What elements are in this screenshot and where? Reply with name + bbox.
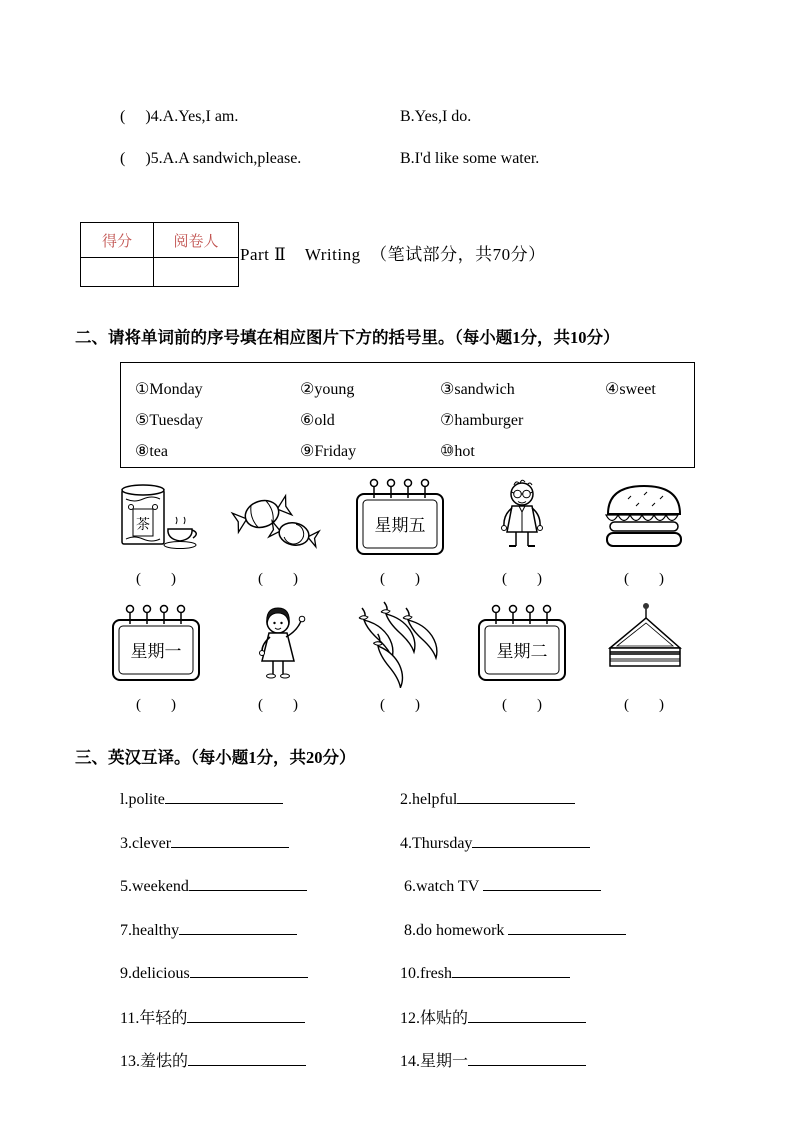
translation-item-5 [120, 874, 400, 918]
answer-blank [508, 918, 626, 935]
young-girl-icon [228, 600, 328, 688]
translation-item-4 [400, 831, 680, 875]
chili-peppers-icon [350, 600, 450, 688]
translation-label: 10.fresh [400, 965, 452, 982]
answer-bracket: ( ) [258, 571, 298, 587]
word-tea: ⑧tea [135, 442, 168, 460]
word-young: ②young [300, 380, 355, 398]
tea-tin-and-cup-icon [106, 474, 206, 562]
translation-item-12 [400, 1005, 680, 1049]
translation-label: 2.helpful [400, 791, 458, 808]
answer-blank [190, 961, 308, 978]
translation-item-9 [120, 961, 400, 1005]
picture-item-girl [222, 600, 334, 714]
old-man-icon [472, 474, 572, 562]
word-sandwich: ③sandwich [440, 380, 515, 398]
mc-question-5-option-a: ( )5.A.A sandwich,please. [120, 150, 302, 167]
translation-label: 8.do homework [400, 921, 509, 939]
translation-label: l.polite [120, 791, 165, 808]
answer-blank [189, 874, 307, 891]
translation-label: 9.delicious [120, 965, 190, 982]
section2-title: 二、请将单词前的序号填在相应图片下方的括号里。（每小题1分，共10分） [75, 328, 620, 347]
translation-item-13 [120, 1048, 400, 1092]
picture-row-2 [100, 600, 700, 714]
translation-item-1 [120, 787, 400, 831]
translation-label: 14.星期一 [400, 1053, 469, 1070]
translation-label: 3.clever [120, 834, 172, 852]
answer-blank [452, 961, 570, 978]
word-sweet: ④sweet [605, 380, 656, 398]
calendar-friday-label: 星期五 [374, 516, 426, 535]
picture-item-old-man [466, 474, 578, 588]
hamburger-icon [594, 474, 694, 562]
translation-item-2 [400, 787, 680, 831]
picture-item-calendar-tuesday [466, 600, 578, 714]
picture-item-sandwich [588, 600, 700, 714]
answer-blank [468, 1006, 586, 1023]
score-table-empty-cell [154, 258, 239, 287]
translation-label: 7.healthy [120, 921, 180, 939]
score-table-empty-cell [81, 258, 154, 287]
answer-blank [171, 831, 289, 848]
translation-label: 13.羞怯的 [120, 1053, 189, 1070]
answer-blank [188, 1049, 306, 1066]
picture-item-peppers [344, 600, 456, 714]
word-bank-row [135, 404, 680, 435]
answer-bracket: ( ) [502, 697, 542, 713]
sandwich-icon [594, 600, 694, 688]
translation-label: 5.weekend [120, 878, 189, 895]
word-old: ⑥old [300, 411, 335, 429]
answer-blank [472, 831, 590, 848]
answer-blank [457, 787, 575, 804]
word-hamburger: ⑦hamburger [440, 411, 524, 429]
score-table-header-score: 得分 [81, 223, 154, 258]
calendar-monday-icon [106, 600, 206, 688]
score-table [80, 222, 239, 287]
translation-item-6 [400, 874, 680, 918]
mc-question-4-option-a: ( )4.A.Yes,I am. [120, 108, 239, 125]
mc-question-5-option-b: B.I'd like some water. [400, 150, 540, 167]
answer-bracket: ( ) [136, 697, 176, 713]
translation-label: 4.Thursday [400, 834, 473, 852]
tea-label: 茶 [136, 518, 150, 533]
calendar-monday-label: 星期一 [130, 642, 182, 661]
picture-row-1 [100, 474, 700, 588]
word-bank-box [120, 362, 695, 468]
answer-blank [179, 918, 297, 935]
word-bank-row [135, 435, 680, 466]
translation-label: 6.watch TV [400, 878, 483, 895]
picture-item-candy [222, 474, 334, 588]
answer-bracket: ( ) [380, 571, 420, 587]
word-tuesday: ⑤Tuesday [135, 411, 203, 429]
section3-title: 三、英汉互译。（每小题1分，共20分） [75, 748, 356, 767]
mc-question-4-option-b: B.Yes,I do. [400, 108, 472, 125]
translation-item-3 [120, 831, 400, 875]
picture-item-calendar-friday [344, 474, 456, 588]
calendar-friday-icon [350, 474, 450, 562]
picture-item-calendar-monday [100, 600, 212, 714]
answer-blank [483, 874, 601, 891]
answer-bracket: ( ) [502, 571, 542, 587]
calendar-tuesday-icon [472, 600, 572, 688]
answer-blank [468, 1049, 586, 1066]
part2-heading: Part Ⅱ Writing （笔试部分，共70分） [240, 245, 546, 264]
picture-item-tea [100, 474, 212, 588]
score-table-header-grader: 阅卷人 [154, 223, 239, 258]
translation-label: 12.体贴的 [400, 1009, 469, 1027]
translation-list [120, 787, 680, 1092]
calendar-tuesday-label: 星期二 [496, 642, 548, 661]
word-monday: ①Monday [135, 380, 203, 398]
translation-item-14 [400, 1048, 680, 1092]
answer-blank [165, 787, 283, 804]
picture-item-hamburger [588, 474, 700, 588]
answer-bracket: ( ) [258, 697, 298, 713]
answer-bracket: ( ) [380, 697, 420, 713]
word-bank-row [135, 373, 680, 404]
translation-item-11 [120, 1005, 400, 1049]
translation-item-8 [400, 918, 680, 962]
answer-bracket: ( ) [136, 571, 176, 587]
translation-item-7 [120, 918, 400, 962]
candies-icon [228, 474, 328, 562]
answer-blank [187, 1006, 305, 1023]
answer-bracket: ( ) [624, 697, 664, 713]
word-friday: ⑨Friday [300, 442, 357, 460]
translation-label: 11.年轻的 [120, 1009, 188, 1027]
word-hot: ⑩hot [440, 442, 475, 460]
translation-item-10 [400, 961, 680, 1005]
answer-bracket: ( ) [624, 571, 664, 587]
